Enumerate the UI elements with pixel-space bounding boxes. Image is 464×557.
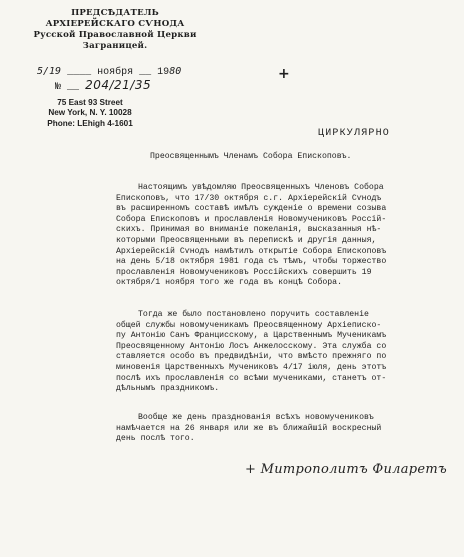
paragraph-line: миновенія Царственныхъ Мучениковъ 4/17 іюля, день этотъ <box>116 362 387 372</box>
letterhead <box>30 8 200 52</box>
paragraph-2 <box>116 310 386 395</box>
date-year-suffix: 80 <box>169 66 182 77</box>
document-title: ЦИРКУЛЯРНО <box>318 128 391 139</box>
paragraph-line: Собора Епископовъ и прославленія Новомучениковъ Россій- <box>116 214 387 224</box>
number-sign: № <box>55 82 62 93</box>
paragraph-3 <box>116 413 381 445</box>
paragraph-line: Настоящимъ увѣдомляю Преосвященныхъ Членовъ Собора <box>138 183 384 192</box>
paragraph-line: Преосвященному Антонію Лосъ Анжелосскому. Эта служба со <box>116 341 387 351</box>
paragraph-1 <box>116 183 386 289</box>
paragraph-line: день послѣ того. <box>116 434 195 444</box>
document-number: 204/21/35 <box>85 78 152 92</box>
paragraph-line: октября/1 ноября того же года въ концѣ Собора. <box>116 278 343 288</box>
paragraph-line: дѣльнымъ праздникомъ. <box>116 384 220 394</box>
paragraph-line: Вообще же день празднованія всѣхъ новомучениковъ <box>138 413 374 422</box>
letterhead-line-4: Заграницей. <box>82 41 148 51</box>
paragraph-line: Епископовъ, что 17/30 октября с.г. Архіерейскій Сѵнодъ <box>116 193 382 203</box>
letterhead-line-3: Русской Православной Церкви <box>33 30 197 40</box>
document-number-line: № __ 204/21/35 <box>55 78 152 93</box>
address-street: 75 East 93 Street <box>57 98 123 107</box>
letterhead-line-1: ПРЕДСѢДАТЕЛЬ <box>71 8 159 18</box>
date-day: 5/19 <box>37 66 62 77</box>
paragraph-line: которыми Преосвященными въ перепискѣ и другія данныя, <box>116 235 377 245</box>
paragraph-line: общей службы новомученикамъ Преосвященному Архіеписко- <box>116 320 382 330</box>
paragraph-line: въ расширенномъ составѣ имѣлъ сужденіе о времени созыва <box>116 204 387 214</box>
paragraph-line: послѣ ихъ прославленія со всѣми мучениками, станетъ от- <box>116 373 387 383</box>
cross-icon: + <box>278 66 290 82</box>
paragraph-line: намѣчается на 26 января или же въ ближайшій воскресный <box>116 423 382 433</box>
address-block <box>35 98 145 129</box>
paragraph-line: скихъ. Принимая во вниманіе пожеланія, высказанныя нѣ- <box>116 225 382 235</box>
paragraph-line: прославленія Новомучениковъ Россійскихъ совершить 19 <box>116 267 372 277</box>
paragraph-line: ставляется особо въ предвидѣніи, что вмѣсто прежняго по <box>116 352 387 362</box>
signature: + Митрополитъ Филаретъ <box>245 462 447 477</box>
date-year-prefix: 19 <box>157 67 170 78</box>
paragraph-line: Архіерейскій Сѵнодъ намѣтилъ открытіе Собора Епископовъ <box>116 246 387 256</box>
address-city: New York, N. Y. 10028 <box>48 108 132 118</box>
letterhead-line-2: АРХІЕРЕЙСКАГО СѴНОДА <box>45 19 185 29</box>
address-phone: Phone: LEhigh 4-1601 <box>47 118 133 128</box>
paragraph-line: пу Антонію Санъ Францисскому, а Царственнымъ Мученикамъ <box>116 331 387 341</box>
paragraph-line: на день 5/18 октября 1981 года съ тѣмъ, чтобы торжество <box>116 257 387 267</box>
date-line: 5/19 ____ ноября __ 1980 <box>37 66 182 78</box>
date-month-label: ноября <box>97 67 134 78</box>
paragraph-line: Тогда же было постановлено поручить составленіе <box>138 310 369 319</box>
salutation: Преосвященнымъ Членамъ Собора Епископовъ. <box>150 152 352 161</box>
